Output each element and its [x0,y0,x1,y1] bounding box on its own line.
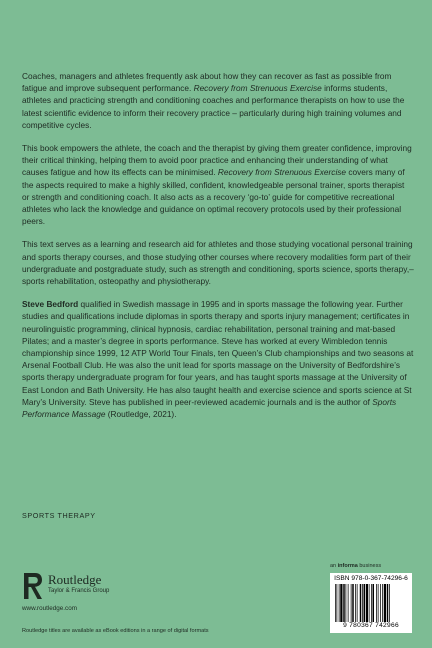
bio-text: qualified in Swedish massage in 1995 and in sports massage the following year. Further studies and qualifications include diplomas in sports therapy and sports injury management; certificates in neurolinguistic programming, clinical hypnosis, cardiac rehabilitation, personal training and mat-based Pilates; and a master’s degree in sports performance. Steve has worked at every Wimbledon tennis championship since 1999, 12 ATP World Tour Finals, ten Queen’s Club championships and two seasons at Arsenal Football Club. He was also the unit lead for sports massage on the University of Bedfordshire’s sports therapy undergraduate program for four years, and has taught sports massage at the University of East London and Bath University. He has also taught health and exercise science and sports science at St Mary’s University. Steve has published in peer-reviewed academic journals and is the author of [22,299,414,407]
author-name: Steve Bedford [22,299,79,310]
blurb-text: Coaches, managers and athletes frequently ask about how they can recover as fast as possible from fatigue and improve subsequent performance. [22,71,392,94]
barcode-digits: 9 780367 742966 [343,622,399,629]
blurb-text: covers many of the aspects required to make a highly skilled, confident, knowledgeable personal trainer, sports therapist or strength and conditioning coach. It also acts as a recovery ‘go-to’ guide for competitive recreational athletes who lack the knowledge and guidance on optimal recovery protocols used by their professional peers. [22,167,405,227]
blurb-text: This book empowers the athlete, the coach and the therapist by giving them greater confidence, improving their critical thinking, helping them to avoid poor practice and enhancing their understanding of what causes fatigue and how its effects can be minimised. [22,143,412,178]
barcode-icon [332,584,410,622]
ebook-note: Routledge titles are available as eBook editions in a range of digital formats [22,628,209,634]
isbn-label: ISBN 978-0-367-74296-6 [334,575,408,582]
blurb-text: informs students, athletes and practicing strength and conditioning coaches and performance therapists on how to use the latest scientific evidence to inform their recovery practice – particularly during high training volumes and competitive cycles. [22,83,405,130]
informa-brand: informa [337,563,358,569]
author-bio [22,298,414,420]
blurb [22,70,414,431]
publisher-group: Taylor & Francis Group [48,588,110,594]
publisher-name: Routledge [48,572,102,587]
informa-suffix: business [357,563,382,569]
barcode-box [330,573,412,633]
other-book-title: Sports Performance Massage [22,396,397,420]
blurb-paragraph-1 [22,70,414,131]
bio-text: (Routledge, 2021). [105,409,177,420]
blurb-paragraph-2 [22,142,414,227]
book-title: Recovery from Strenuous Exercise [217,167,347,178]
informa-tagline [330,563,381,569]
blurb-paragraph-3: This text serves as a learning and research aid for athletes and those studying vocational personal training and sports therapy courses, and those studying other courses where recovery modalities form part of their undergraduate and postgraduate study, such as strength and conditioning, sports science, sports therapy,– sports rehabilitation, osteopathy and physiotherapy. [22,239,414,287]
publisher-url: www.routledge.com [22,605,77,612]
publisher-logo [22,571,162,601]
informa-prefix: an [330,563,338,569]
routledge-r-icon [22,571,44,601]
book-title: Recovery from Strenuous Exercise [193,83,322,94]
subject-category: SPORTS THERAPY [22,511,96,520]
